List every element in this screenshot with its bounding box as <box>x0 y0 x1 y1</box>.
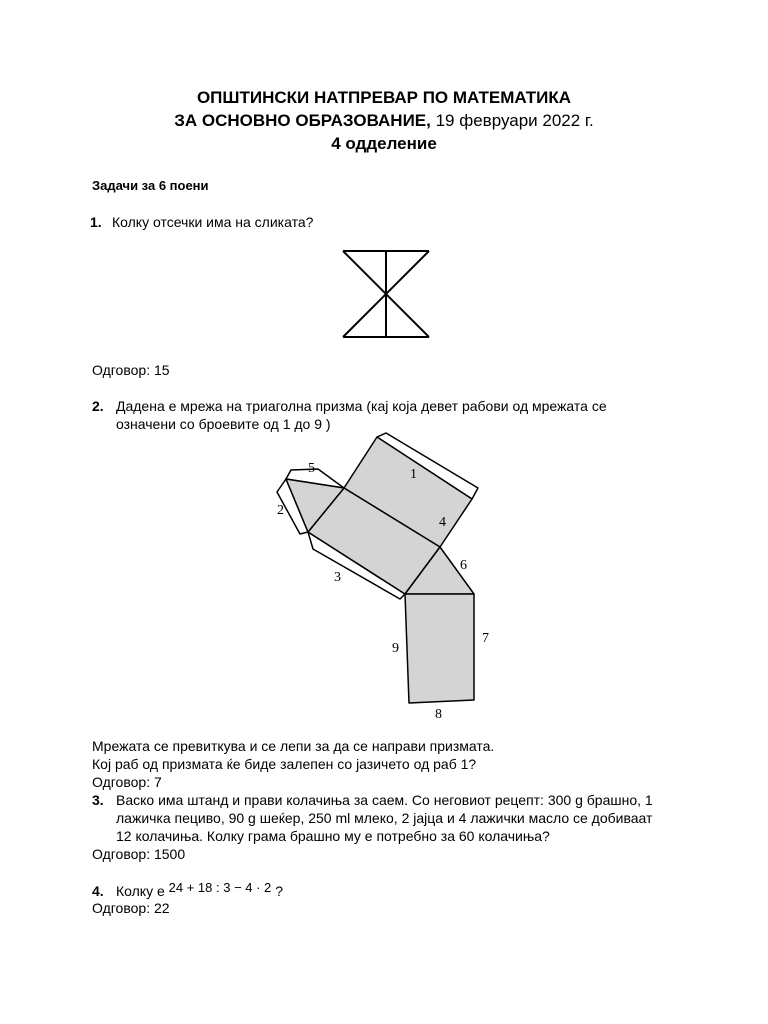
header-line-2 <box>0 111 768 131</box>
problem-1-answer <box>92 362 170 378</box>
problem-4-question <box>116 880 283 899</box>
answer-value: 22 <box>153 900 170 916</box>
problem-3-question-line-1: Васко има штанд и прави колачиња за саем. Со неговиот рецепт: 300 g брашно, 1 <box>116 792 653 808</box>
answer-label: Одговор: <box>92 774 151 790</box>
edge-label-2: 2 <box>277 503 284 518</box>
header-line-1: ОПШТИНСКИ НАТПРЕВАР ПО МАТЕМАТИКА <box>196 88 572 107</box>
problem-1-figure <box>340 248 432 340</box>
problem-2-question-line-1: Дадена е мрежа на триаголна призма (кај која девет рабови од мрежата се <box>116 398 607 414</box>
rect-face-bottom <box>405 594 474 703</box>
edge-label-5: 5 <box>308 461 315 476</box>
problem-2-number: 2. <box>92 398 104 414</box>
answer-label: Одговор: <box>92 900 151 916</box>
problem-2-after-line-2: Кој раб од призмата ќе биде залепен со јазичето од раб 1? <box>92 756 477 772</box>
edge-label-3: 3 <box>334 570 341 585</box>
question-suffix: ? <box>275 883 283 899</box>
section-title: Задачи за 6 поени <box>92 178 209 193</box>
problem-3-answer <box>92 846 185 862</box>
problem-1-number: 1. <box>90 214 102 230</box>
header-line-2-date: 19 февруари 2022 г. <box>430 111 594 130</box>
problem-4-answer <box>92 900 170 916</box>
problem-2-question-line-2: означени со броевите од 1 до 9 ) <box>116 416 331 432</box>
problem-4-number: 4. <box>92 883 104 899</box>
answer-value: 15 <box>153 362 170 378</box>
math-expression: 24 + 18 : 3 − 4 · 2 <box>168 880 272 895</box>
edge-label-1: 1 <box>410 467 417 482</box>
problem-3-question-line-3: 12 колачиња. Колку грама брашно му е потребно за 60 колачиња? <box>116 828 550 844</box>
problem-2-after-line-1: Мрежата се превиткува и се лепи за да се направи призмата. <box>92 738 495 754</box>
edge-label-7: 7 <box>482 631 489 646</box>
answer-label: Одговор: <box>92 362 151 378</box>
header-line-2-bold: ЗА ОСНОВНО ОБРАЗОВАНИЕ, <box>174 111 431 130</box>
problem-1-question: Колку отсечки има на сликата? <box>112 214 314 230</box>
edge-label-6: 6 <box>460 558 467 573</box>
answer-label: Одговор: <box>92 846 151 862</box>
problem-2-answer <box>92 774 162 790</box>
edge-label-4: 4 <box>439 515 446 530</box>
edge-label-9: 9 <box>392 641 399 656</box>
edge-label-8: 8 <box>435 707 442 722</box>
answer-value: 7 <box>153 774 162 790</box>
question-prefix: Колку е <box>116 883 165 899</box>
problem-3-question-line-2: лажичка пециво, 90 g шеќер, 250 ml млеко, 2 јајца и 4 лажички масло се добиваат <box>116 810 653 826</box>
header-line-3: 4 одделение <box>331 134 437 153</box>
prism-net-figure <box>270 430 490 725</box>
problem-3-number: 3. <box>92 792 104 808</box>
answer-value: 1500 <box>153 846 186 862</box>
